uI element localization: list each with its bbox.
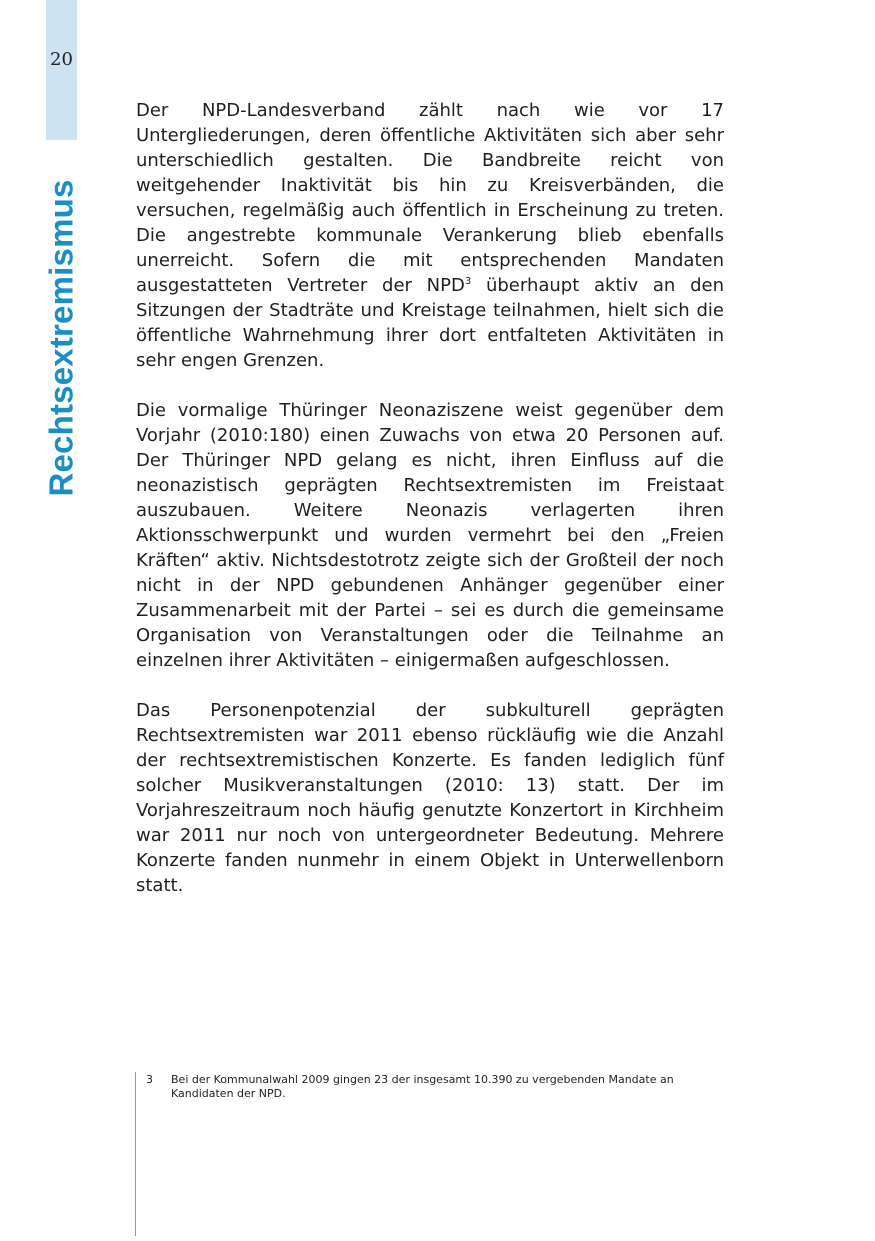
paragraph-2: Die vormalige Thüringer Neonaziszene weist gegenüber dem Vorjahr (2010:180) einen Zuwachs von etwa 20 Personen auf. Der Thüringer NPD gelang es nicht, ihren Einfluss auf die neonazistisch geprägten Rechtsextremisten im Freistaat auszubauen. Weitere Neonazis verlagerten ihren Aktionsschwerpunkt und wurden vermehrt bei den „Freien Kräften“ aktiv. Nichtsdestotrotz zeigte sich der Großteil der noch nicht in der NPD gebundenen Anhänger gegenüber einer Zusammenarbeit mit der Partei – sei es durch die gemeinsame Organisation von Veranstaltungen oder die Teilnahme an einzelnen ihrer Aktivitäten – einigermaßen aufgeschlossen. — [136, 400, 724, 671]
paragraph-1-part-1: Der NPD-Landesverband zählt nach wie vor 17 Untergliederungen, deren öffentliche Aktivitäten sich aber sehr unterschiedlich gestalten. Die Bandbreite reicht von weitgehender Inaktivität bis hin zu Kreisverbänden, die versuchen, regelmäßig auch öffentlich in Erscheinung zu treten. Die angestrebte kommunale Verankerung blieb ebenfalls unerreicht. Sofern die mit entsprechenden Mandaten ausgestatteten Vertreter der NPD — [136, 100, 724, 296]
section-label-text: Rechtsextremismus — [42, 178, 80, 497]
footnote-number: 3 — [146, 1073, 153, 1086]
footnote-text: Bei der Kommunalwahl 2009 gingen 23 der insgesamt 10.390 zu vergebenden Mandate an Kandidaten der NPD. — [171, 1073, 674, 1100]
footnote-reference[interactable]: 3 — [464, 276, 472, 287]
page-number-tab — [46, 0, 77, 140]
footnote — [146, 1073, 726, 1101]
page-number: 20 — [50, 49, 73, 70]
section-label — [42, 178, 80, 497]
paragraph-3: Das Personenpotenzial der subkulturell geprägten Rechtsextremisten war 2011 ebenso rückläufig wie die Anzahl der rechtsextremistischen Konzerte. Es fanden lediglich fünf solcher Musikveranstaltungen (2010: 13) statt. Der im Vorjahreszeitraum noch häufig genutzte Konzertort in Kirchheim war 2011 nur noch von untergeordneter Bedeutung. Mehrere Konzerte fanden nunmehr in einem Objekt in Unterwellenborn statt. — [136, 700, 724, 896]
paragraph-1-part-2: überhaupt aktiv an den Sitzungen der Stadträte und Kreistage teilnahmen, hielt sich die öffentliche Wahrnehmung ihrer dort entfalteten Aktivitäten in sehr engen Grenzen. — [136, 275, 724, 371]
paragraph-1 — [136, 98, 724, 373]
footnote-divider — [135, 1072, 136, 1236]
main-text — [136, 98, 724, 923]
